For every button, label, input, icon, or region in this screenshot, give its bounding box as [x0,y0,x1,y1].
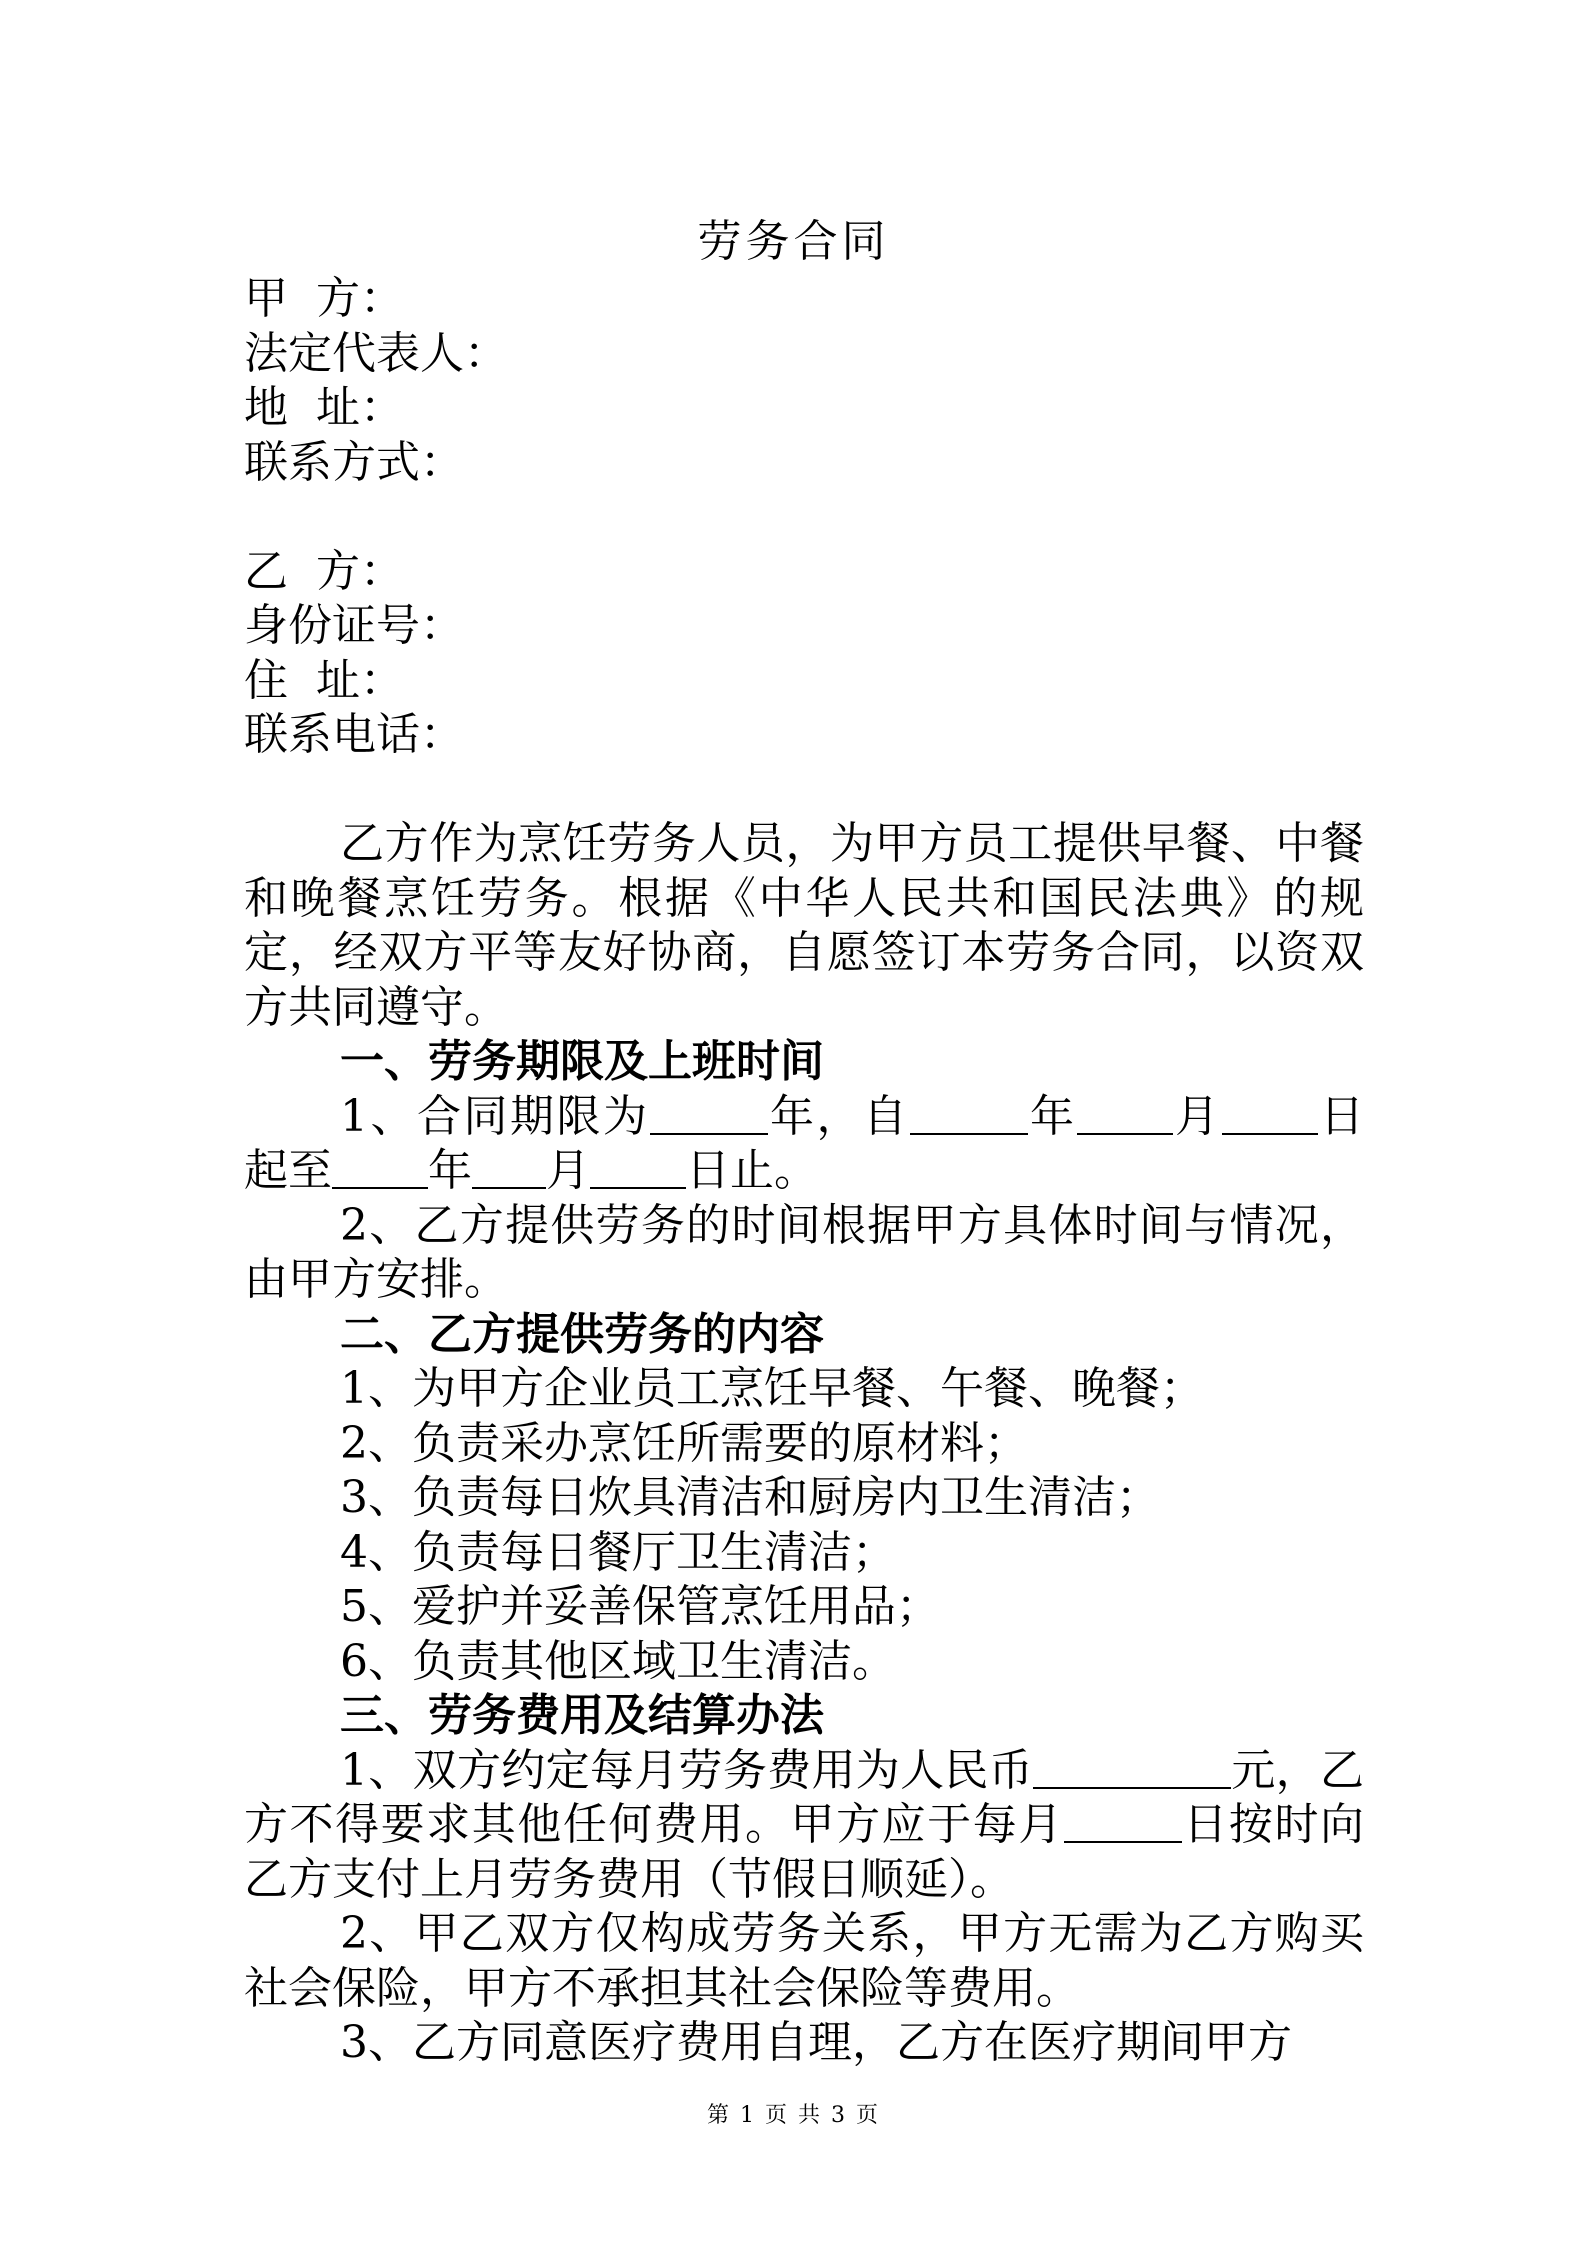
section3-item3: 3、乙方同意医疗费用自理，乙方在医疗期间甲方 [340,2017,1292,2068]
page-footer: 第 1 页 共 3 页 [707,2103,880,2128]
section1-item2: 2、乙方提供劳务的时间根据甲方具体时间与情况，由甲方安排。 [244,1199,1364,1305]
party-a-name-label: 甲 方： [244,273,404,324]
section2-item: 3、负责每日炊具清洁和厨房内卫生清洁； [340,1472,1160,1523]
party-b-phone-label: 联系电话： [244,709,464,760]
party-b-address-label: 住 址： [244,654,404,706]
party-a-contact-label: 联系方式： [244,436,464,488]
section2-item: 4、负责每日餐厅卫生清洁； [340,1526,896,1578]
spacer [244,490,1364,545]
section1-heading: 一、劳务期限及上班时间 [340,1036,824,1087]
party-b-id-label: 身份证号： [244,600,464,651]
section1-item1: 1、合同期限为 年，自 年 月 日起至 年 月 日止。 [244,1090,1364,1196]
section2-item: 1、为甲方企业员工烹饪早餐、午餐、晚餐； [340,1363,1204,1414]
party-a-legal-rep-label: 法定代表人： [244,327,508,379]
section2-heading: 二、乙方提供劳务的内容 [340,1308,824,1360]
section2-item: 5、爱护并妥善保管烹饪用品； [340,1581,940,1632]
spacer [244,763,1364,818]
party-a-address-label: 地 址： [244,382,404,433]
section3-item1: 1、双方约定每月劳务费用为人民币 元，乙方不得要求其他任何费用。甲方应于每月 日按时向乙方支付上月劳务费用（节假日顺延）。 [244,1744,1365,1905]
section3-heading: 三、劳务费用及结算办法 [340,1690,824,1741]
section3-item2: 2、甲乙双方仅构成劳务关系，甲方无需为乙方购买社会保险，甲方不承担其社会保险等费用。 [244,1908,1364,2014]
contract-body [244,272,1364,2071]
section2-item: 2、负责采办烹饪所需要的原材料； [340,1417,1028,1469]
document-title: 劳务合同 [697,216,890,267]
intro-paragraph: 乙方作为烹饪劳务人员，为甲方员工提供早餐、中餐和晚餐烹饪劳务。根据《中华人民共和国民法典》的规定，经双方平等友好协商，自愿签订本劳务合同，以资双方共同遵守。 [244,818,1364,1033]
party-b-name-label: 乙 方： [244,545,404,597]
section2-item: 6、负责其他区域卫生清洁。 [340,1635,896,1687]
